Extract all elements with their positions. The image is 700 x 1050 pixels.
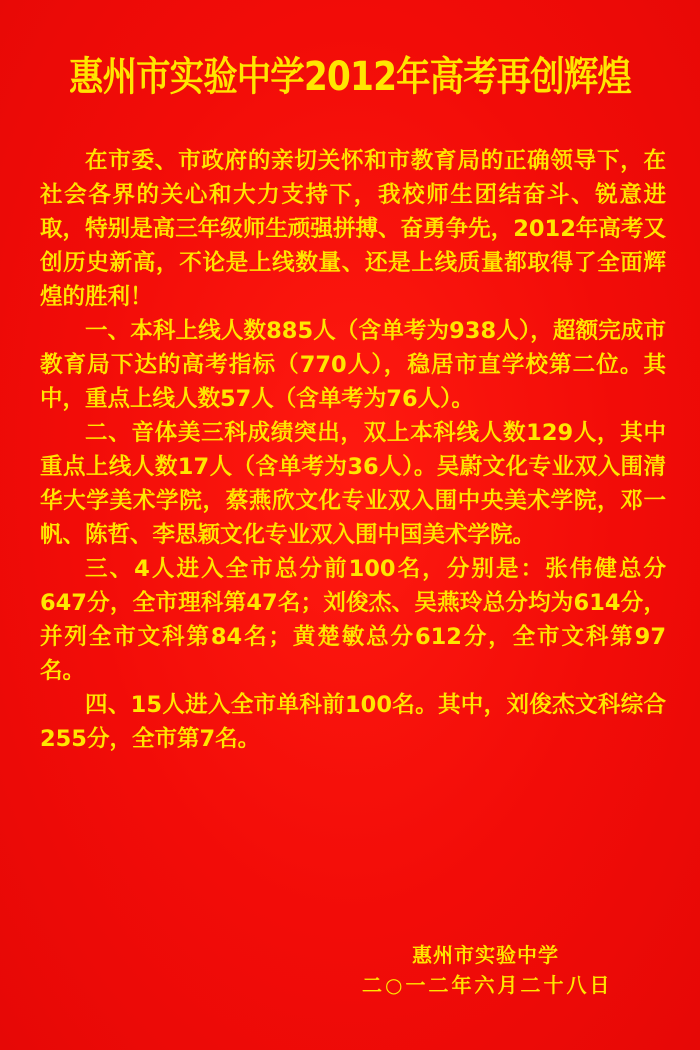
notice-body xyxy=(40,144,666,756)
paragraph-arts-results: 二、音体美三科成绩突出，双上本科线人数129人，其中重点上线人数17人（含单考为36人）。吴蔚文化专业双入围清华大学美术学院，蔡燕欣文化专业双入围中央美术学院，邓一帆、陈哲、李思颖文化专业双入围中国美术学院。 xyxy=(40,420,666,548)
signature-school: 惠州市实验中学 xyxy=(412,943,559,967)
paragraph-undergraduate-results: 一、本科上线人数885人（含单考为938人），超额完成市教育局下达的高考指标（770人），稳居市直学校第二位。其中，重点上线人数57人（含单考为76人）。 xyxy=(40,318,666,412)
paragraph-top-total-scores: 三、4人进入全市总分前100名，分别是：张伟健总分647分，全市理科第47名；刘俊杰、吴燕玲总分均为614分，并列全市文科第84名；黄楚敏总分612分，全市文科第97名。 xyxy=(40,556,666,684)
paragraph-top-single-subject: 四、15人进入全市单科前100名。其中，刘俊杰文科综合255分，全市第7名。 xyxy=(40,692,666,752)
poster-title: 惠州市实验中学2012年高考再创辉煌 xyxy=(69,54,631,100)
signature-date: 二○一二年六月二十八日 xyxy=(362,973,613,997)
paragraph-intro: 在市委、市政府的亲切关怀和市教育局的正确领导下，在社会各界的关心和大力支持下，我校师生团结奋斗、锐意进取，特别是高三年级师生顽强拼搏、奋勇争先，2012年高考又创历史新高，不论是上线数量、还是上线质量都取得了全面辉煌的胜利！ xyxy=(40,148,666,310)
